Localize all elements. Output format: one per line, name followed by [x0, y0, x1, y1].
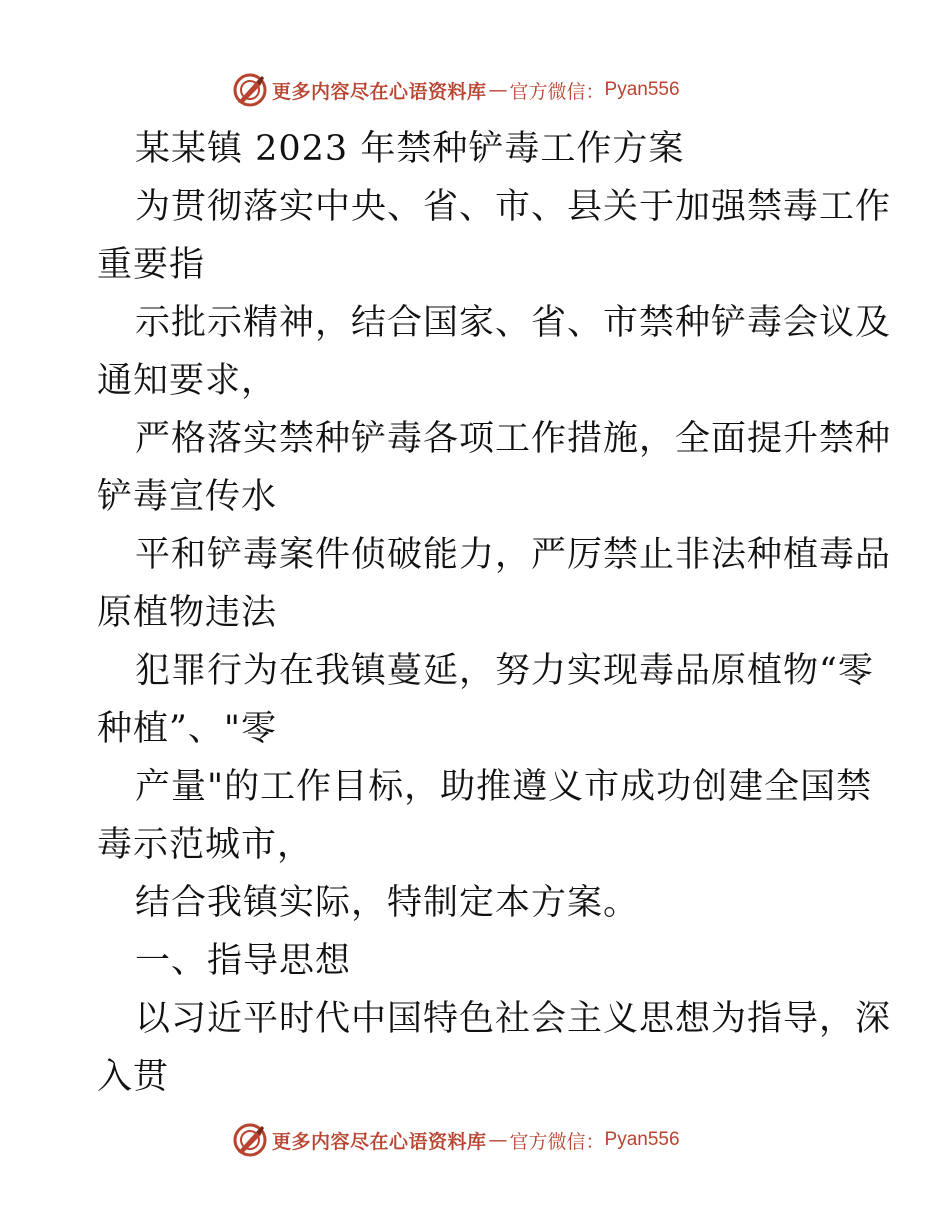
- paragraph-line: 毒示范城市，: [97, 825, 314, 865]
- section-heading: 一、指导思想: [135, 941, 352, 981]
- paragraph-line: 犯罪行为在我镇蔓延，努力实现毒品原植物“零: [135, 651, 874, 691]
- paragraph-line: 示批示精神，结合国家、省、市禁种铲毒会议及: [135, 303, 892, 343]
- banner-wechat-handle: Pyan556: [604, 1129, 680, 1150]
- paragraph-line: 入贯: [97, 1057, 170, 1097]
- banner-official-label: 官方微信：: [509, 80, 605, 103]
- paragraph-line: 严格落实禁种铲毒各项工作措施，全面提升禁种: [135, 419, 892, 459]
- paragraph-line: 通知要求，: [97, 361, 278, 401]
- paragraph-line: 铲毒宣传水: [97, 477, 278, 517]
- banner-promo-text: 更多内容尽在心语资料库: [272, 1130, 487, 1153]
- banner-official-label: 官方微信：: [509, 1130, 605, 1153]
- banner-dash: —: [488, 79, 508, 101]
- banner-dash: —: [488, 1129, 508, 1151]
- banner-wechat-handle: Pyan556: [604, 79, 680, 100]
- paragraph-line: 为贯彻落实中央、省、市、县关于加强禁毒工作: [135, 187, 892, 227]
- pen-logo-icon: [232, 72, 268, 108]
- header-watermark-banner: [232, 72, 680, 108]
- document-title: 某某镇 2023 年禁种铲毒工作方案: [135, 129, 685, 169]
- paragraph-line: 重要指: [97, 245, 206, 285]
- footer-watermark-banner: [232, 1122, 680, 1158]
- paragraph-line: 以习近平时代中国特色社会主义思想为指导，深: [135, 999, 892, 1039]
- paragraph-line: 种植”、"零: [97, 709, 277, 749]
- paragraph-line: 产量"的工作目标，助推遵义市成功创建全国禁: [135, 767, 873, 807]
- banner-promo-text: 更多内容尽在心语资料库: [272, 80, 487, 103]
- paragraph-line: 结合我镇实际，特制定本方案。: [135, 883, 640, 923]
- paragraph-line: 平和铲毒案件侦破能力，严厉禁止非法种植毒品: [135, 535, 892, 575]
- pen-logo-icon: [232, 1122, 268, 1158]
- paragraph-line: 原植物违法: [97, 593, 278, 633]
